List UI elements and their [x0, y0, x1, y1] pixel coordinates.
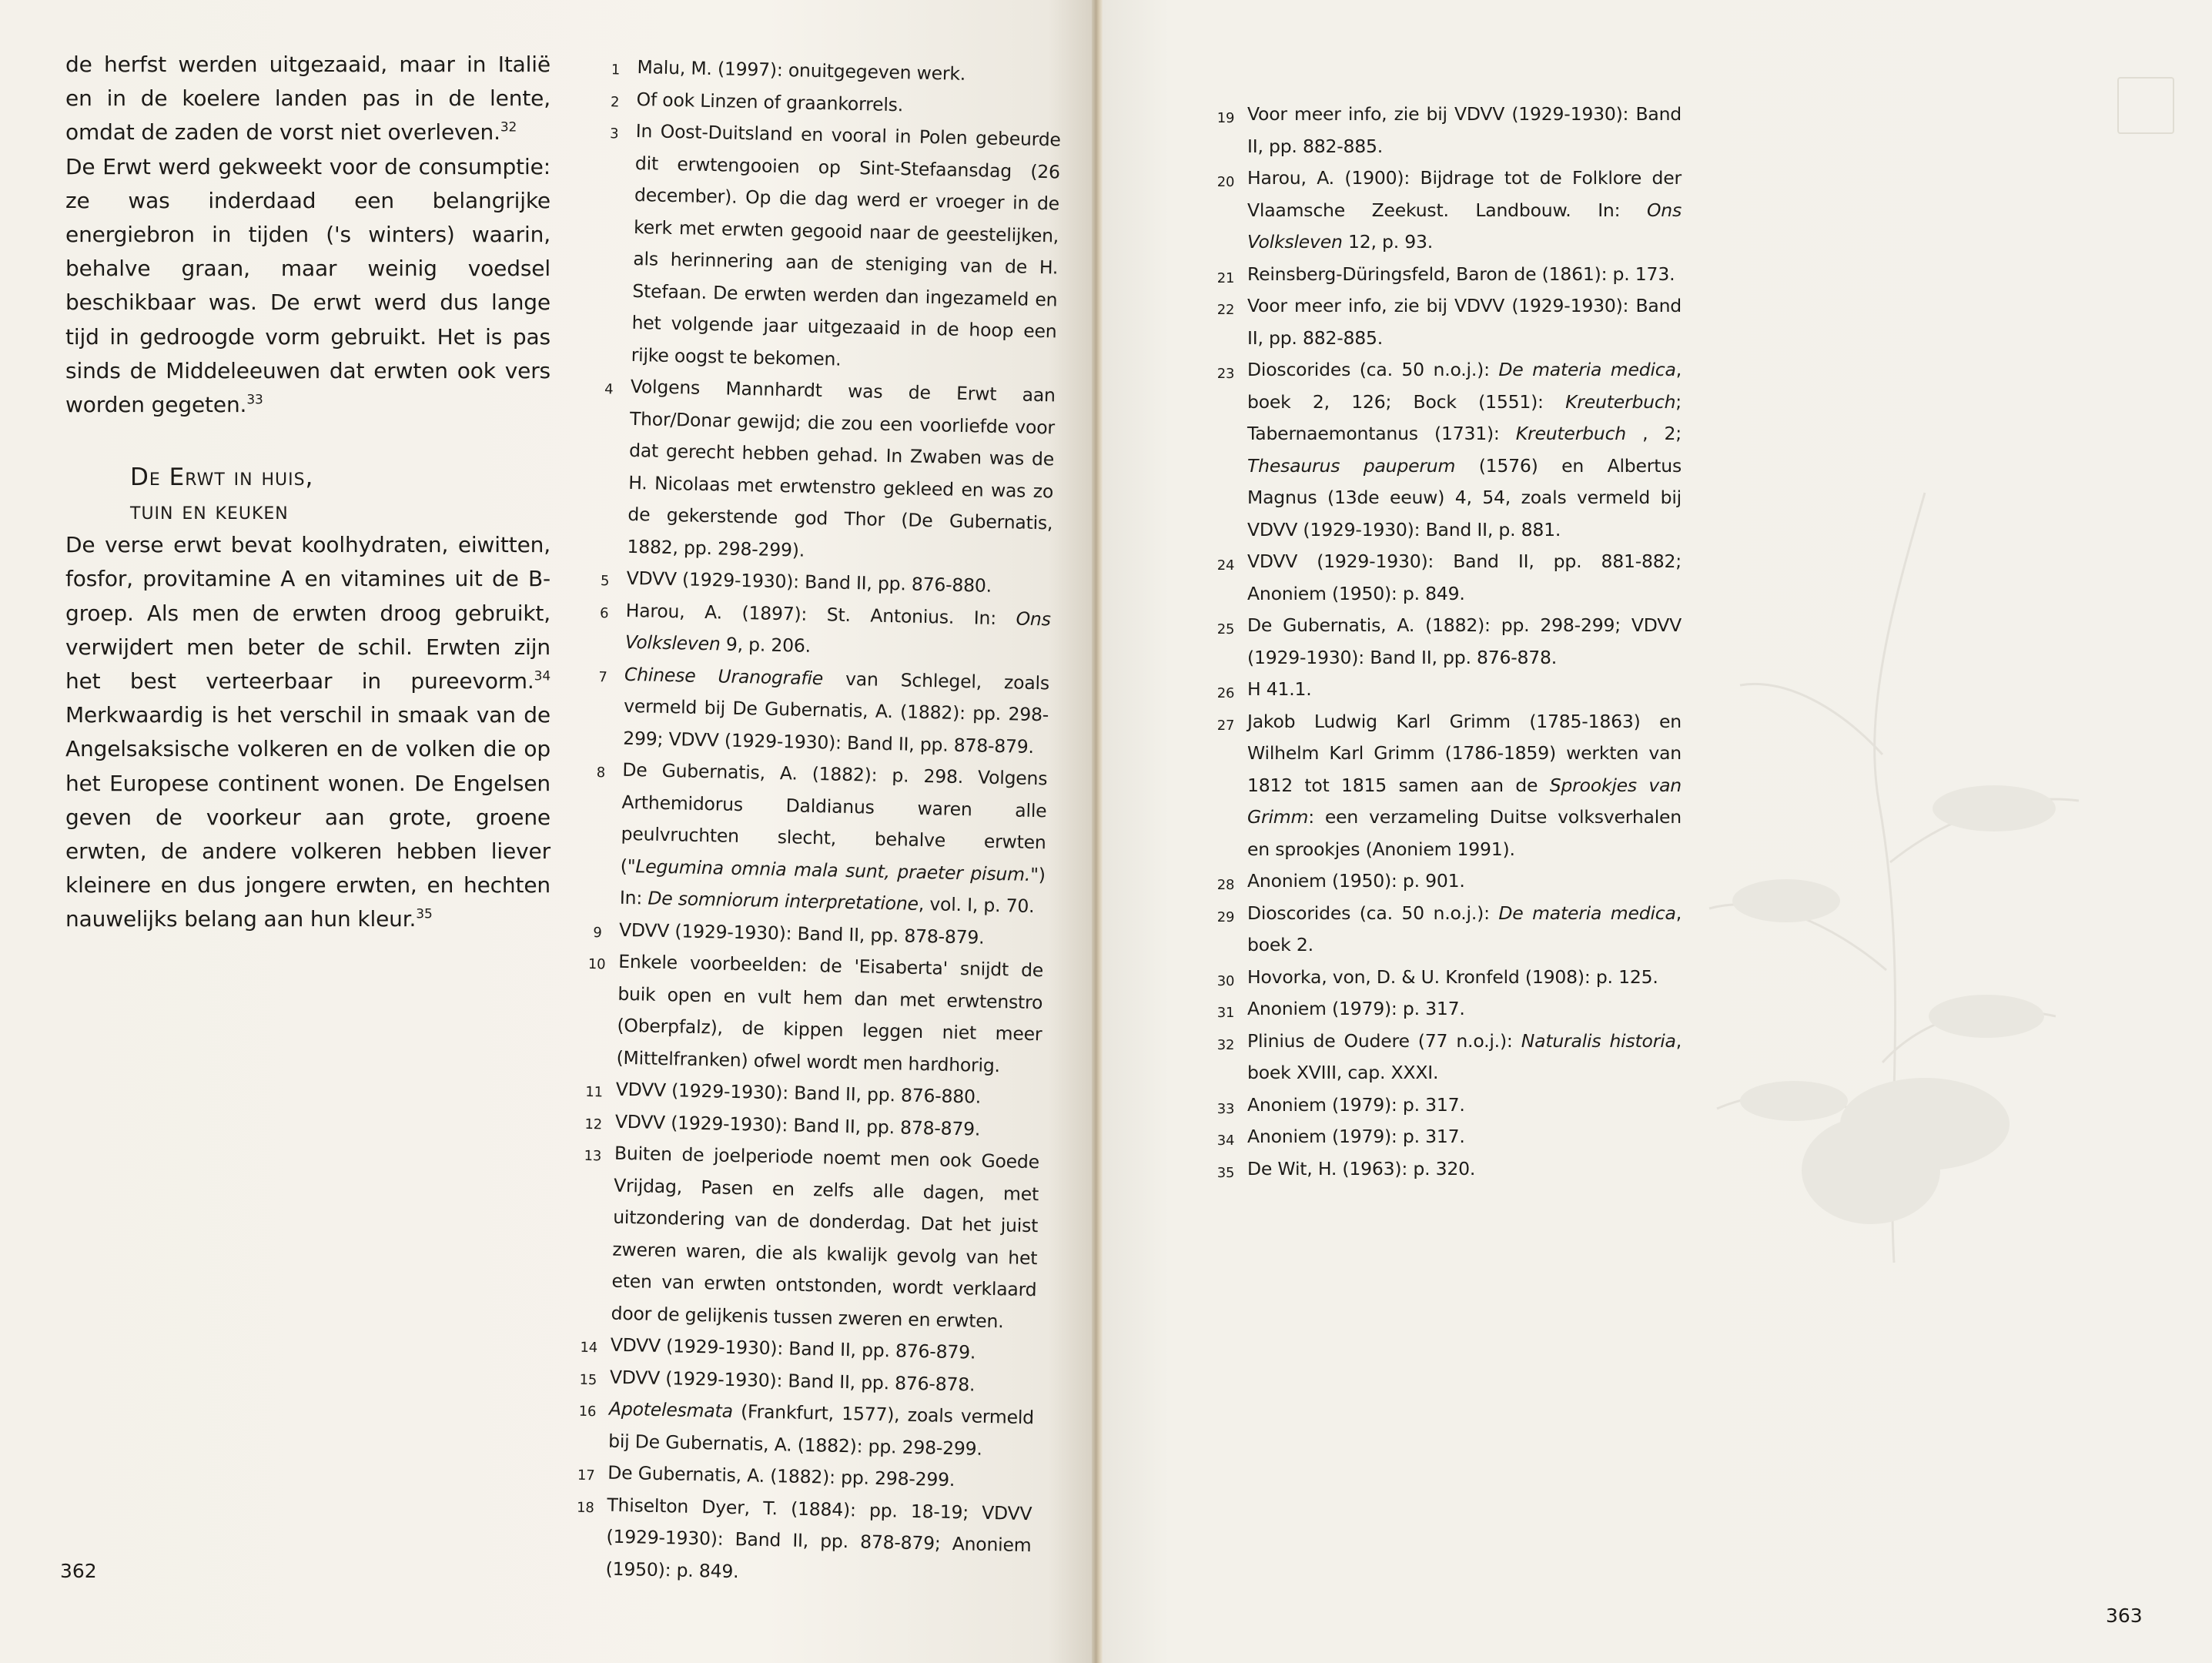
endnote-4: [590, 370, 1056, 572]
endnote-number: 23: [1216, 366, 1235, 382]
endnote-text-run: VDVV (1929-1930): Band II, pp. 876-880.: [626, 567, 992, 597]
endnote-number: 22: [1216, 302, 1235, 318]
endnote-number: 10: [587, 955, 606, 973]
endnote-text: [1247, 1026, 1682, 1089]
endnote-text-run: , boek XVIII, cap. XXXI.: [1247, 1029, 1682, 1083]
endnote-text: [1247, 1153, 1682, 1186]
endnote-3: [594, 115, 1061, 380]
endnote-number: 28: [1216, 877, 1235, 893]
endnote-italic-title: De somniorum interpretatione: [648, 887, 919, 915]
endnote-text-run: Plinius de Oudere (77 n.o.j.):: [1247, 1029, 1521, 1052]
section-heading-line-1: De Erwt in huis,: [130, 463, 314, 492]
endnote-text: [1247, 354, 1682, 546]
endnote-text: [1247, 865, 1682, 898]
endnote-text-run: , vol. I, p. 70.: [918, 892, 1035, 918]
endnote-text: [1247, 898, 1682, 962]
endnote-23: [1210, 354, 1682, 546]
endnote-number: 15: [579, 1371, 597, 1388]
endnote-text: [1247, 962, 1682, 994]
endnote-text: [605, 1489, 1032, 1594]
endnote-number: 25: [1216, 621, 1235, 637]
endnote-text-run: VDVV (1929-1930): Band II, pp. 876-880.: [615, 1078, 982, 1108]
endnote-19: [1210, 99, 1682, 162]
body-paragraph-2: De Erwt werd gekweekt voor de consumptie: ze was inderdaad een belangrijke energiebron in tijden ('s winters) waarin, behalve graan, maar weinig voedsel beschikbaar was. De erwt werd dus lange tijd in gedroogde vorm gebruikt. Het is pas sinds de Middeleeuwen dat erwten ook vers worden gegeten.$^{33}$: [65, 153, 550, 418]
endnote-text-run: De Gubernatis, A. (1882): pp. 298-299.: [607, 1461, 955, 1491]
endnote-26: [1210, 674, 1682, 706]
endnote-text: [1247, 162, 1682, 259]
endnote-text-run: Jakob Ludwig Karl Grimm (1785-1863) en Wilhelm Karl Grimm (1786-1859) werkten van 1812 tot 1815 samen aan de: [1247, 710, 1682, 796]
endnote-italic-title: Ons Volksleven: [1247, 199, 1682, 253]
endnotes-column-left: [568, 51, 1062, 1594]
endnote-text-run: Enkele voorbeelden: de 'Eisaberta' snijdt de buik open en vult hem dan met erwtenstro (Oberpfalz), de kippen leggen niet meer (Mittelfranken) ofwel wordt men hardhorig.: [616, 950, 1044, 1076]
endnote-text-run: Thiselton Dyer, T. (1884): pp. 18-19; VDVV (1929-1930): Band II, pp. 878-879; Anoniem (1950): p. 849.: [605, 1494, 1032, 1582]
endnote-18: [568, 1488, 1032, 1594]
endnote-34: [1210, 1121, 1682, 1153]
endnote-text-run: Dioscorides (ca. 50 n.o.j.):: [1247, 902, 1499, 924]
endnote-text-run: VDVV (1929-1930): Band II, pp. 876-878.: [609, 1366, 975, 1396]
endnote-number: 8: [596, 765, 606, 781]
endnote-32: [1210, 1026, 1682, 1089]
endnote-text-run: Anoniem (1979): p. 317.: [1247, 998, 1465, 1019]
endnote-number: 26: [1216, 685, 1235, 701]
endnote-number: 35: [1216, 1164, 1235, 1181]
endnote-number: 24: [1216, 557, 1235, 574]
endnote-text-run: De Gubernatis, A. (1882): pp. 298-299; VDVV (1929-1930): Band II, pp. 876-878.: [1247, 614, 1682, 668]
endnote-number: 30: [1216, 972, 1235, 989]
endnote-text-run: : een verzameling Duitse volksverhalen en sprookjes (Anoniem 1991).: [1247, 806, 1682, 860]
endnote-29: [1210, 898, 1682, 962]
endnote-21: [1210, 259, 1682, 291]
endnote-text-run: Voor meer info, zie bij VDVV (1929-1930): Band II, pp. 882-885.: [1247, 103, 1682, 157]
endnote-text: [1247, 290, 1682, 354]
endnote-text-run: VDVV (1929-1930): Band II, pp. 881-882; Anoniem (1950): p. 849.: [1247, 550, 1682, 604]
endnote-text-run: Volgens Mannhardt was de Erwt aan Thor/Donar gewijd; die zou een voorliefde voor dat gerecht hebben gehad. In Zwaben was de H. Nicolaas met erwtenstro gekleed en was zo de gekerstende god Thor (De Gubernatis, 1882, pp. 298-299).: [627, 375, 1056, 561]
body-text-column: [65, 48, 550, 937]
endnote-30: [1210, 962, 1682, 994]
endnote-text: [1247, 993, 1682, 1026]
endnote-text-run: van Schlegel, zoals vermeld bij De Gubernatis, A. (1882): pp. 298-299; VDVV (1929-1930): Band II, pp. 878-879.: [623, 667, 1050, 758]
footnote-ref-33: 33: [246, 392, 263, 408]
endnote-number: 4: [604, 381, 614, 398]
endnote-italic-title: Legumina omnia mala sunt, praeter pisum.: [635, 855, 1031, 885]
endnote-number: 5: [600, 573, 610, 590]
endnote-number: 12: [584, 1116, 603, 1133]
endnote-number: 16: [578, 1403, 597, 1420]
endnote-text: [1247, 1121, 1682, 1153]
endnote-number: 31: [1216, 1005, 1235, 1021]
endnote-number: 18: [576, 1499, 594, 1516]
endnote-number: 1: [611, 62, 621, 79]
endnote-text: [624, 594, 1051, 668]
section-heading: [65, 460, 550, 528]
endnote-number: 29: [1216, 908, 1235, 925]
endnote-33: [1210, 1089, 1682, 1122]
endnote-number: 21: [1216, 269, 1235, 286]
endnote-number: 14: [580, 1339, 598, 1357]
endnote-text-run: , boek 2, 126; Bock (1551):: [1247, 359, 1682, 413]
endnote-italic-title: Sprookjes van Grimm: [1247, 774, 1682, 828]
endnote-text-run: H 41.1.: [1247, 678, 1312, 700]
endnote-italic-title: Naturalis historia: [1521, 1029, 1676, 1052]
endnote-text: [623, 658, 1049, 763]
endnote-text: [620, 755, 1048, 923]
endnote-text: [1247, 1089, 1682, 1122]
endnote-number: 20: [1216, 174, 1235, 190]
endnote-text-run: Buiten de joelperiode noemt men ook Goede Vrijdag, Pasen en zelfs alle dagen, met uitzondering van de donderdag. Dat het juist zweren waren, die als kwalijk gevolg van het eten van erwten ontstonden, wordt verklaard door de gelijkenis tussen zweren en erwten.: [611, 1142, 1040, 1332]
endnote-text-run: In Oost-Duitsland en vooral in Polen gebeurde dit erwtengooien op Sint-Stefaansdag (26 december). Op die dag werd er vroeger in de kerk met erwten gegooid naar de geestelijken, als herinnering aan de steniging van de H. Stefaan. De erwten werden dan ingezameld en het volgende jaar uitgezaaid in de hoop een rijke oogst te bekomen.: [631, 119, 1062, 370]
footnote-ref-35: 35: [416, 907, 433, 923]
endnote-number: 34: [1216, 1133, 1235, 1149]
endnote-13: [574, 1137, 1039, 1339]
endnote-text-run: ; Tabernaemontanus (1731):: [1247, 390, 1682, 444]
endnote-number: 13: [584, 1147, 602, 1165]
endnote-number: 11: [585, 1083, 604, 1101]
endnote-25: [1210, 610, 1682, 674]
endnote-text-run: Malu, M. (1997): onuitgegeven werk.: [637, 56, 966, 85]
endnote-text-run: Reinsberg-Düringsfeld, Baron de (1861): p. 173.: [1247, 263, 1675, 285]
footnote-ref-32: 32: [500, 120, 517, 136]
endnote-text-run: Dioscorides (ca. 50 n.o.j.):: [1247, 359, 1499, 380]
endnote-text: [1247, 259, 1682, 291]
endnote-text-run: De Gubernatis, A. (1882): p. 298. Volgens Arthemidorus Daldianus waren alle peulvruchten slecht, behalve erwten (": [620, 758, 1048, 877]
endnote-number: 19: [1216, 110, 1235, 126]
endnote-text: [608, 1394, 1035, 1467]
endnote-text: [1247, 546, 1682, 610]
endnote-text-run: Hovorka, von, D. & U. Kronfeld (1908): p. 125.: [1247, 965, 1658, 988]
endnote-italic-title: Ons Volksleven: [624, 607, 1051, 655]
left-page: [0, 0, 1092, 1663]
endnote-6: [587, 594, 1051, 668]
endnote-number: 32: [1216, 1036, 1235, 1053]
endnote-italic-title: De materia medica: [1498, 902, 1676, 924]
endnote-number: 3: [609, 125, 619, 142]
body-paragraph-1: de herfst werden uitgezaaid, maar in Italië en in de koelere landen pas in de lente, omdat de zaden de vorst niet overleven.$^{32}$: [65, 52, 550, 146]
endnote-italic-title: Kreuterbuch: [1565, 390, 1676, 413]
endnote-10: [579, 945, 1043, 1083]
footnote-ref-34: 34: [534, 668, 550, 684]
endnote-text-run: (Frankfurt, 1577), zoals vermeld bij De Gubernatis, A. (1882): pp. 298-299.: [607, 1400, 1035, 1460]
page-number-right: 363: [2106, 1604, 2143, 1627]
endnote-22: [1210, 290, 1682, 354]
endnote-italic-title: Apotelesmata: [608, 1397, 734, 1422]
show-through-corner-mark: [2117, 77, 2174, 134]
endnote-text: [1247, 99, 1682, 162]
endnote-text: [631, 115, 1061, 380]
endnote-text: [611, 1138, 1039, 1339]
endnote-text: [1247, 610, 1682, 674]
endnote-7: [586, 658, 1049, 763]
endnote-italic-title: Chinese Uranografie: [624, 663, 824, 689]
endnote-27: [1210, 706, 1682, 866]
endnote-text: [1247, 706, 1682, 866]
endnote-text-run: Anoniem (1950): p. 901.: [1247, 870, 1465, 892]
endnote-number: 17: [577, 1467, 595, 1484]
endnote-text-run: (1576) en Albertus Magnus (13de eeuw) 4, 54, zoals vermeld bij VDVV (1929-1930): Band II, p. 881.: [1247, 454, 1682, 540]
endnote-text-run: , boek 2.: [1247, 902, 1682, 955]
endnote-number: 7: [598, 668, 607, 685]
endnote-text-run: , 2;: [1625, 423, 1682, 444]
endnote-italic-title: Kreuterbuch: [1515, 423, 1626, 444]
endnote-text-run: Harou, A. (1900): Bijdrage tot de Folklore der Vlaamsche Zeekust. Landbouw. In:: [1247, 167, 1682, 221]
endnote-text-run: De Wit, H. (1963): p. 320.: [1247, 1157, 1476, 1179]
endnote-number: 2: [610, 93, 620, 111]
endnote-text: [616, 946, 1043, 1083]
section-heading-line-2: tuin en keuken: [130, 497, 289, 526]
endnote-number: 6: [599, 604, 609, 621]
endnote-35: [1210, 1153, 1682, 1186]
endnote-16: [571, 1393, 1035, 1467]
endnote-italic-title: Thesaurus pauperum: [1247, 454, 1456, 477]
endnote-number: 9: [593, 924, 602, 941]
body-paragraph-3: De verse erwt bevat koolhydraten, eiwitten, fosfor, provitamine A en vitamines uit de B-groep. Als men de erwten droog gebruikt, verwijdert men beter de schil. Erwten zijn het best verteerbaar in pureevorm.$^{34}$ Merkwaardig is het verschil in smaak van de Angelsaksische volkeren en de volken die op het Europese continent wonen. De Engelsen geven de voorkeur aan grote, groene erwten, de andere volkeren hebben liever kleinere en dus jongere erwten, en hechten nauwelijks belang aan hun kleur.$^{35}$: [65, 532, 550, 932]
endnote-24: [1210, 546, 1682, 610]
endnotes-column-right: [1210, 99, 1682, 1185]
endnote-text: [1247, 674, 1682, 706]
book-gutter: [1092, 0, 1103, 1663]
endnote-20: [1210, 162, 1682, 259]
endnote-text-run: Voor meer info, zie bij VDVV (1929-1930): Band II, pp. 882-885.: [1247, 295, 1682, 349]
endnote-text-run: VDVV (1929-1930): Band II, pp. 876-879.: [610, 1333, 976, 1364]
endnote-text-run: 9, p. 206.: [720, 633, 812, 657]
endnote-text-run: Anoniem (1979): p. 317.: [1247, 1093, 1465, 1116]
endnote-text-run: VDVV (1929-1930): Band II, pp. 878-879.: [618, 918, 985, 949]
endnote-text-run: 12, p. 93.: [1342, 231, 1434, 253]
endnote-text: [627, 371, 1056, 572]
endnote-text-run: VDVV (1929-1930): Band II, pp. 878-879.: [614, 1110, 981, 1140]
endnote-text-run: ") In:: [619, 863, 1046, 909]
endnote-number: 33: [1216, 1100, 1235, 1117]
endnote-number: 27: [1216, 717, 1235, 734]
endnote-28: [1210, 865, 1682, 898]
endnote-italic-title: De materia medica: [1498, 359, 1676, 380]
endnote-text-run: Of ook Linzen of graankorrels.: [636, 88, 904, 115]
endnote-text-run: Harou, A. (1897): St. Antonius. In:: [625, 599, 1016, 629]
endnote-31: [1210, 993, 1682, 1026]
page-number-left: 362: [60, 1560, 97, 1582]
endnote-8: [583, 754, 1048, 923]
endnote-text-run: Anoniem (1979): p. 317.: [1247, 1126, 1465, 1147]
